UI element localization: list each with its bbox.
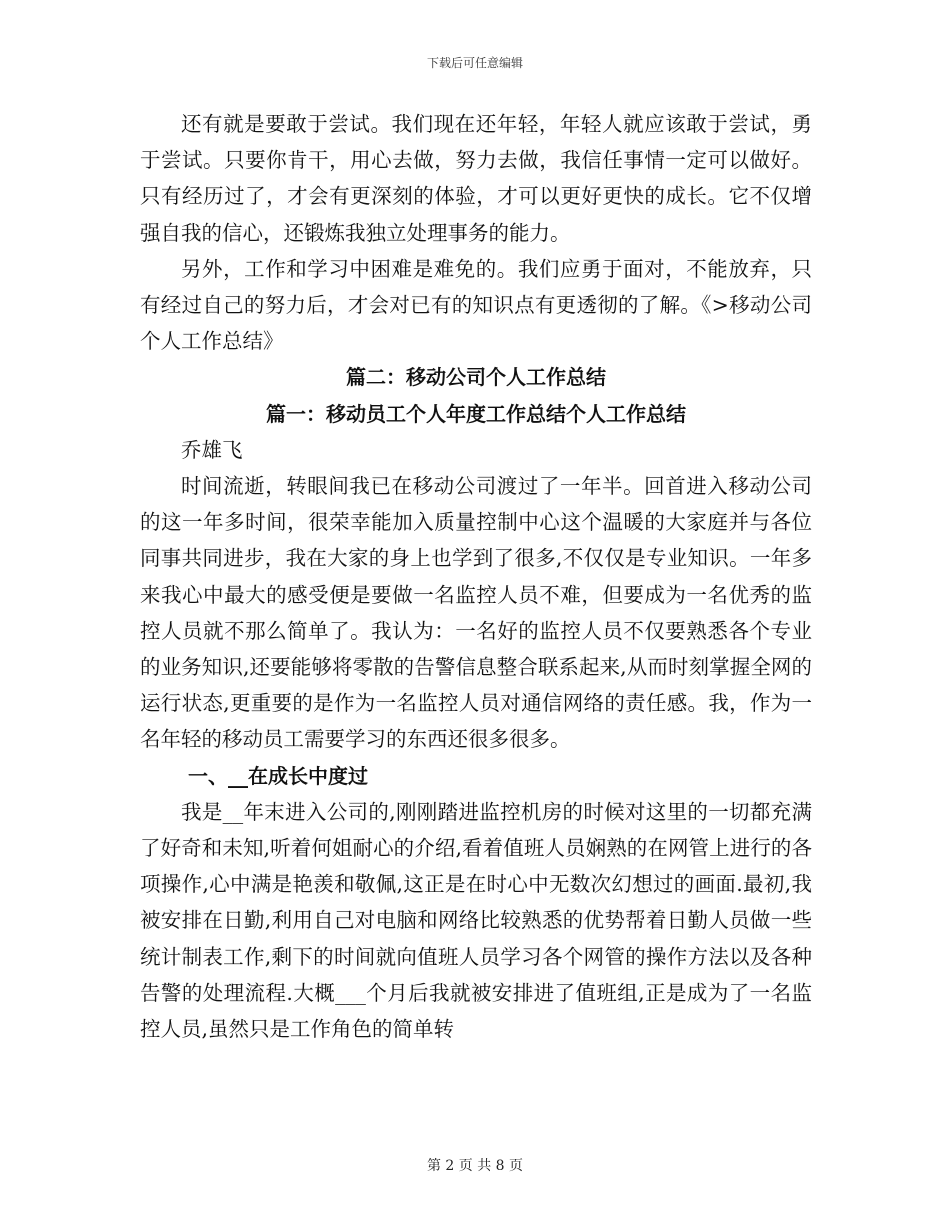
paragraph-1: 还有就是要敢于尝试。我们现在还年轻，年轻人就应该敢于尝试，勇于尝试。只要你肯干，用心去做，努力去做，我信任事情一定可以做好。只有经历过了，才会有更深刻的体验，才可以更好更快的成长。它不仅增强自我的信心，还锻炼我独立处理事务的能力。 xyxy=(140,112,812,245)
paragraph-4: 我是__年末进入公司的,刚刚踏进监控机房的时候对这里的一切都充满了好奇和未知,听着何姐耐心的介绍,看着值班人员娴熟的在网管上进行的各项操作,心中满是艳羡和敬佩,这正是在时心中无数次幻想过的画面.最初,我被安排在日勤,利用自己对电脑和网络比较熟悉的优势帮着日勤人员做一些统计制表工作,剩下的时间就向值班人员学习各个网管的操作方法以及各种告警的处理流程.大概___个月后我就被安排进了值班组,正是成为了一名监控人员,虽然只是工作角色的简单转 xyxy=(140,799,812,1042)
author-name: 乔雄飞 xyxy=(181,437,243,462)
section-title-2: 篇二：移动公司个人工作总结 xyxy=(346,365,606,390)
document-body xyxy=(140,106,812,1047)
section-title-1: 篇一：移动员工个人年度工作总结个人工作总结 xyxy=(266,401,686,426)
paragraph-2: 另外，工作和学习中困难是难免的。我们应勇于面对，不能放弃，只有经过自己的努力后，才会对已有的知识点有更透彻的了解。《>移动公司个人工作总结》 xyxy=(140,256,812,354)
paragraph-3: 时间流逝，转眼间我已在移动公司渡过了一年半。回首进入移动公司的这一年多时间，很荣幸能加入质量控制中心这个温暖的大家庭并与各位同事共同进步，我在大家的身上也学到了很多,不仅仅是专业知识。一年多来我心中最大的感受便是要做一名监控人员不难，但要成为一名优秀的监控人员就不那么简单了。我认为：一名好的监控人员不仅要熟悉各个专业的业务知识,还要能够将零散的告警信息整合联系起来,从而时刻掌握全网的运行状态,更重要的是作为一名监控人员对通信网络的责任感。我，作为一名年轻的移动员工需要学习的东西还很多很多。 xyxy=(140,474,812,752)
page-footer: 第 2 页 共 8 页 xyxy=(426,1158,524,1174)
heading-growth: 一、__在成长中度过 xyxy=(188,763,368,788)
page-header: 下载后可任意编辑 xyxy=(426,56,523,70)
